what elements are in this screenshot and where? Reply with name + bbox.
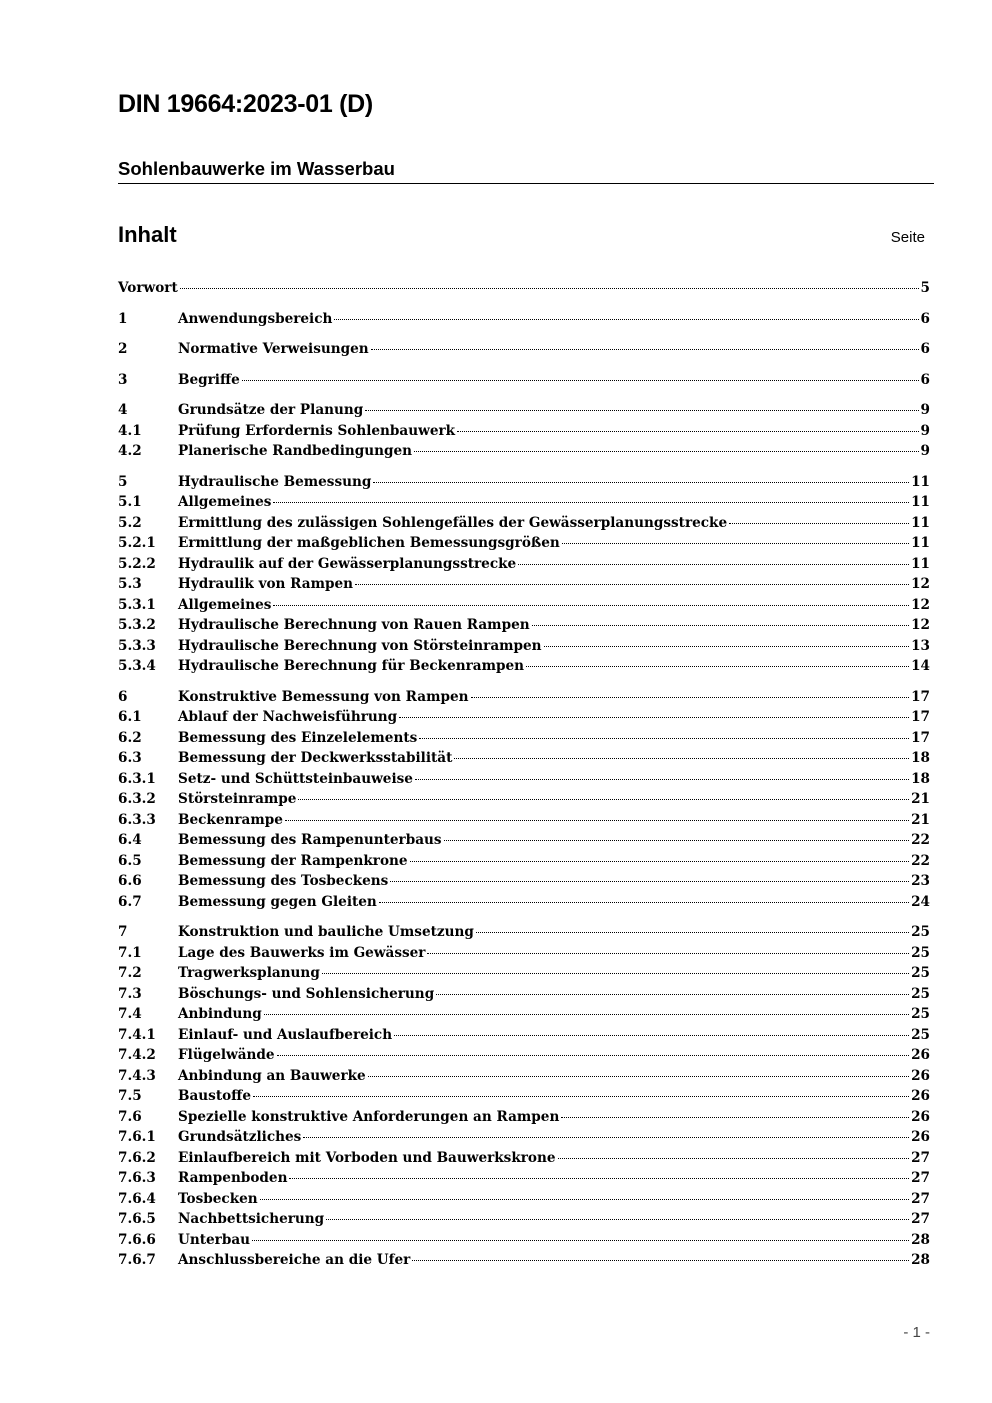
toc-entry-title: Bemessung der Deckwerksstabilität xyxy=(178,750,453,766)
toc-entry-page: 18 xyxy=(911,770,930,787)
toc-dot-leader xyxy=(427,952,909,954)
toc-entry-page: 25 xyxy=(911,1006,930,1022)
toc-entry-page: 12 xyxy=(911,617,930,633)
toc-dot-leader xyxy=(399,716,909,718)
toc-dot-leader xyxy=(414,450,918,452)
toc-entry-number: 7.2 xyxy=(118,965,142,981)
toc-entry-page: 25 xyxy=(911,944,930,961)
toc-entry[interactable] xyxy=(118,1250,930,1271)
toc-dot-leader xyxy=(390,880,909,882)
toc-dot-leader xyxy=(419,737,909,739)
toc-entry-title: Anbindung xyxy=(178,1006,262,1022)
toc-dot-leader xyxy=(394,1034,909,1036)
toc-entry-page: 12 xyxy=(911,576,930,592)
toc-entry-title: Beckenrampe xyxy=(178,811,283,828)
toc-dot-leader xyxy=(273,501,909,503)
toc-entry[interactable] xyxy=(118,728,930,749)
toc-dot-leader xyxy=(561,1116,909,1118)
toc-entry-number: 2 xyxy=(118,341,128,357)
toc-entry-number: 6.3.1 xyxy=(118,770,156,787)
toc-dot-leader xyxy=(526,665,909,667)
toc-entry-title: Bemessung des Tosbeckens xyxy=(178,873,389,889)
table-of-contents xyxy=(118,278,930,1271)
toc-entry-title: Ablauf der Nachweisführung xyxy=(178,709,398,725)
toc-entry-number: 7.4.1 xyxy=(118,1026,156,1043)
toc-entry-title: Grundsätzliches xyxy=(178,1129,302,1145)
toc-entry-title: Begriffe xyxy=(178,371,240,388)
toc-entry-page: 25 xyxy=(911,965,930,981)
toc-entry-page: 6 xyxy=(920,341,930,357)
toc-entry[interactable] xyxy=(118,1127,930,1148)
toc-entry[interactable] xyxy=(118,309,930,330)
toc-dot-leader xyxy=(334,318,918,320)
toc-entry[interactable] xyxy=(118,492,930,513)
toc-entry-number: 6 xyxy=(118,688,128,705)
toc-entry-title: Flügelwände xyxy=(178,1047,275,1063)
toc-entry[interactable] xyxy=(118,615,930,636)
toc-entry-number: 7.6.6 xyxy=(118,1231,156,1248)
document-title: DIN 19664:2023-01 (D) xyxy=(118,90,373,118)
toc-entry-title: Rampenboden xyxy=(178,1170,288,1186)
toc-entry[interactable] xyxy=(118,1230,930,1251)
toc-dot-leader xyxy=(289,1177,909,1179)
toc-entry-number: 7.4.2 xyxy=(118,1047,156,1063)
toc-dot-leader xyxy=(373,481,909,483)
toc-entry-title: Konstruktion und bauliche Umsetzung xyxy=(178,924,474,940)
toc-entry-number: 5.3.4 xyxy=(118,658,156,674)
toc-entry-title: Bemessung des Einzelelements xyxy=(178,729,418,746)
toc-dot-leader xyxy=(365,409,918,411)
toc-entry[interactable] xyxy=(118,1189,930,1210)
toc-dot-leader xyxy=(253,1095,909,1097)
toc-entry[interactable] xyxy=(118,687,930,708)
toc-entry[interactable] xyxy=(118,278,930,299)
toc-entry-title: Anwendungsbereich xyxy=(178,310,333,327)
toc-dot-leader xyxy=(544,645,910,647)
toc-entry-title: Unterbau xyxy=(178,1231,251,1248)
toc-dot-leader xyxy=(412,1259,909,1261)
toc-entry-number: 7.6.2 xyxy=(118,1149,156,1166)
toc-entry[interactable] xyxy=(118,748,930,769)
toc-entry-page: 26 xyxy=(911,1088,930,1104)
toc-dot-leader xyxy=(410,860,910,862)
page-number: - 1 - xyxy=(903,1324,930,1341)
toc-dot-leader xyxy=(260,1198,909,1200)
toc-entry-page: 26 xyxy=(911,1108,930,1125)
toc-entry-title: Anbindung an Bauwerke xyxy=(178,1067,366,1084)
toc-entry-page: 22 xyxy=(911,832,930,848)
toc-dot-leader xyxy=(471,696,910,698)
toc-entry-page: 6 xyxy=(920,371,930,388)
toc-entry[interactable] xyxy=(118,830,930,851)
toc-entry-title: Hydraulik auf der Gewässerplanungsstrecke xyxy=(178,555,517,572)
toc-dot-leader xyxy=(180,287,919,289)
toc-entry-page: 22 xyxy=(911,852,930,869)
toc-entry-title: Störsteinrampe xyxy=(178,791,297,807)
toc-entry-page: 28 xyxy=(911,1231,930,1248)
toc-entry[interactable] xyxy=(118,922,930,943)
toc-entry-page: 14 xyxy=(911,658,930,674)
toc-entry[interactable] xyxy=(118,789,930,810)
toc-entry-title: Grundsätze der Planung xyxy=(178,402,364,418)
toc-entry[interactable] xyxy=(118,595,930,616)
toc-entry-title: Bemessung der Rampenkrone xyxy=(178,852,408,869)
toc-entry-number: 3 xyxy=(118,371,128,388)
toc-entry-number: 7.5 xyxy=(118,1088,142,1104)
toc-dot-leader xyxy=(729,522,909,524)
toc-entry-number: 7.6.3 xyxy=(118,1170,156,1186)
toc-entry-number: 6.3.3 xyxy=(118,811,156,828)
toc-entry-number: 6.3 xyxy=(118,750,142,766)
toc-entry-title: Vorwort xyxy=(118,280,178,296)
toc-dot-leader xyxy=(436,993,909,995)
toc-entry-title: Tragwerksplanung xyxy=(178,965,320,981)
toc-entry[interactable] xyxy=(118,963,930,984)
toc-entry[interactable] xyxy=(118,1168,930,1189)
toc-entry[interactable] xyxy=(118,656,930,677)
toc-entry-title: Anschlussbereiche an die Ufer xyxy=(178,1252,411,1268)
toc-dot-leader xyxy=(454,757,909,759)
toc-entry[interactable] xyxy=(118,574,930,595)
toc-entry[interactable] xyxy=(118,810,930,831)
toc-entry-page: 21 xyxy=(911,811,930,828)
toc-entry-page: 27 xyxy=(911,1190,930,1207)
page-column-label: Seite xyxy=(890,229,925,246)
toc-dot-leader xyxy=(322,972,909,974)
toc-entry-title: Hydraulische Berechnung für Beckenrampen xyxy=(178,658,525,674)
toc-entry-number: 7.6.7 xyxy=(118,1252,156,1268)
toc-entry[interactable] xyxy=(118,1004,930,1025)
toc-entry[interactable] xyxy=(118,943,930,964)
toc-entry[interactable] xyxy=(118,1086,930,1107)
toc-entry-number: 6.2 xyxy=(118,729,142,746)
toc-entry-number: 5.2.1 xyxy=(118,535,156,551)
toc-dot-leader xyxy=(355,583,909,585)
toc-entry-title: Hydraulik von Rampen xyxy=(178,576,353,592)
toc-entry-page: 9 xyxy=(920,422,930,439)
toc-entry-page: 18 xyxy=(911,750,930,766)
toc-entry-number: 7 xyxy=(118,924,128,940)
toc-entry[interactable] xyxy=(118,441,930,462)
toc-entry[interactable] xyxy=(118,1045,930,1066)
toc-entry-page: 13 xyxy=(911,637,930,654)
toc-entry-title: Bemessung gegen Gleiten xyxy=(178,893,377,910)
toc-entry-title: Normative Verweisungen xyxy=(178,341,369,357)
toc-entry-page: 24 xyxy=(911,893,930,910)
toc-entry-title: Tosbecken xyxy=(178,1190,258,1207)
toc-entry-page: 11 xyxy=(911,535,930,551)
toc-entry[interactable] xyxy=(118,892,930,913)
toc-entry-title: Ermittlung des zulässigen Sohlengefälles der Gewässerplanungsstrecke xyxy=(178,514,728,531)
toc-entry-title: Baustoffe xyxy=(178,1088,251,1104)
toc-entry[interactable] xyxy=(118,851,930,872)
toc-entry-number: 7.4 xyxy=(118,1006,142,1022)
toc-entry-page: 11 xyxy=(911,473,930,490)
toc-entry-page: 12 xyxy=(911,596,930,613)
toc-entry-title: Hydraulische Bemessung xyxy=(178,473,372,490)
toc-entry-number: 4 xyxy=(118,402,128,418)
toc-entry-title: Planerische Randbedingungen xyxy=(178,443,413,459)
toc-dot-leader xyxy=(298,798,909,800)
toc-dot-leader xyxy=(562,542,909,544)
toc-entry-page: 6 xyxy=(920,310,930,327)
toc-entry-title: Konstruktive Bemessung von Rampen xyxy=(178,688,469,705)
toc-dot-leader xyxy=(264,1013,909,1015)
toc-entry-title: Ermittlung der maßgeblichen Bemessungsgrößen xyxy=(178,535,560,551)
toc-entry-number: 6.1 xyxy=(118,709,142,725)
toc-entry-number: 5.3.3 xyxy=(118,637,156,654)
toc-entry-page: 26 xyxy=(911,1067,930,1084)
toc-entry-number: 5.2.2 xyxy=(118,555,156,572)
toc-dot-leader xyxy=(368,1075,909,1077)
toc-entry-number: 7.6 xyxy=(118,1108,142,1125)
toc-entry[interactable] xyxy=(118,472,930,493)
toc-entry-title: Lage des Bauwerks im Gewässer xyxy=(178,944,426,961)
toc-entry-page: 17 xyxy=(911,709,930,725)
toc-entry[interactable] xyxy=(118,1066,930,1087)
toc-entry-number: 7.3 xyxy=(118,985,142,1002)
toc-entry-number: 6.4 xyxy=(118,832,142,848)
toc-entry-number: 6.5 xyxy=(118,852,142,869)
toc-entry-number: 6.6 xyxy=(118,873,142,889)
toc-entry[interactable] xyxy=(118,984,930,1005)
toc-entry[interactable] xyxy=(118,400,930,421)
toc-dot-leader xyxy=(415,778,909,780)
toc-entry-title: Einlauf- und Auslaufbereich xyxy=(178,1026,393,1043)
toc-entry-page: 17 xyxy=(911,729,930,746)
toc-entry-title: Hydraulische Berechnung von Rauen Rampen xyxy=(178,617,530,633)
toc-entry[interactable] xyxy=(118,1025,930,1046)
document-subtitle: Sohlenbauwerke im Wasserbau xyxy=(118,158,934,184)
toc-entry-page: 27 xyxy=(911,1170,930,1186)
toc-entry-title: Nachbettsicherung xyxy=(178,1211,325,1227)
toc-entry[interactable] xyxy=(118,871,930,892)
toc-dot-leader xyxy=(558,1157,910,1159)
toc-entry-page: 27 xyxy=(911,1149,930,1166)
toc-entry-title: Böschungs- und Sohlensicherung xyxy=(178,985,435,1002)
toc-entry-title: Allgemeines xyxy=(178,494,272,510)
toc-entry-number: 1 xyxy=(118,310,128,327)
toc-entry-page: 11 xyxy=(911,494,930,510)
toc-entry-number: 4.2 xyxy=(118,443,142,459)
toc-entry[interactable] xyxy=(118,339,930,360)
toc-entry-number: 5 xyxy=(118,473,128,490)
toc-entry-number: 6.3.2 xyxy=(118,791,156,807)
toc-dot-leader xyxy=(273,604,909,606)
toc-entry-title: Setz- und Schüttsteinbauweise xyxy=(178,770,413,787)
toc-entry-page: 11 xyxy=(911,555,930,572)
toc-dot-leader xyxy=(457,430,918,432)
toc-entry[interactable] xyxy=(118,554,930,575)
toc-entry[interactable] xyxy=(118,421,930,442)
toc-entry-number: 6.7 xyxy=(118,893,142,910)
toc-heading: Inhalt xyxy=(118,222,177,247)
toc-dot-leader xyxy=(326,1218,909,1220)
toc-entry-page: 25 xyxy=(911,924,930,940)
toc-entry-page: 21 xyxy=(911,791,930,807)
toc-dot-leader xyxy=(252,1239,909,1241)
toc-entry-page: 9 xyxy=(920,402,930,418)
toc-entry-number: 7.4.3 xyxy=(118,1067,156,1084)
toc-dot-leader xyxy=(371,348,919,350)
toc-dot-leader xyxy=(285,819,909,821)
toc-entry-number: 7.1 xyxy=(118,944,142,961)
toc-entry-number: 5.3.1 xyxy=(118,596,156,613)
toc-entry-number: 5.1 xyxy=(118,494,142,510)
toc-entry[interactable] xyxy=(118,370,930,391)
toc-entry-page: 25 xyxy=(911,985,930,1002)
toc-entry-page: 9 xyxy=(920,443,930,459)
toc-entry-page: 27 xyxy=(911,1211,930,1227)
toc-dot-leader xyxy=(518,563,909,565)
toc-entry-page: 23 xyxy=(911,873,930,889)
toc-dot-leader xyxy=(444,839,910,841)
toc-dot-leader xyxy=(532,624,909,626)
toc-entry[interactable] xyxy=(118,636,930,657)
toc-entry-number: 5.2 xyxy=(118,514,142,531)
toc-entry-number: 7.6.1 xyxy=(118,1129,156,1145)
toc-entry-page: 11 xyxy=(911,514,930,531)
toc-entry-number: 7.6.5 xyxy=(118,1211,156,1227)
toc-entry-title: Bemessung des Rampenunterbaus xyxy=(178,832,442,848)
toc-dot-leader xyxy=(242,379,919,381)
toc-entry-page: 5 xyxy=(920,280,930,296)
toc-entry[interactable] xyxy=(118,1107,930,1128)
toc-entry-number: 4.1 xyxy=(118,422,142,439)
toc-dot-leader xyxy=(476,931,909,933)
toc-dot-leader xyxy=(277,1054,910,1056)
toc-entry[interactable] xyxy=(118,707,930,728)
toc-entry-title: Spezielle konstruktive Anforderungen an Rampen xyxy=(178,1108,560,1125)
toc-entry-page: 26 xyxy=(911,1129,930,1145)
toc-dot-leader xyxy=(303,1136,909,1138)
toc-entry-page: 25 xyxy=(911,1026,930,1043)
toc-entry-number: 7.6.4 xyxy=(118,1190,156,1207)
toc-entry-title: Hydraulische Berechnung von Störsteinrampen xyxy=(178,637,542,654)
toc-entry[interactable] xyxy=(118,1148,930,1169)
toc-dot-leader xyxy=(379,901,909,903)
toc-entry-page: 26 xyxy=(911,1047,930,1063)
toc-entry[interactable] xyxy=(118,513,930,534)
toc-entry-title: Prüfung Erfordernis Sohlenbauwerk xyxy=(178,422,456,439)
toc-entry-page: 28 xyxy=(911,1252,930,1268)
toc-entry[interactable] xyxy=(118,533,930,554)
toc-entry-number: 5.3.2 xyxy=(118,617,156,633)
toc-entry-title: Einlaufbereich mit Vorboden und Bauwerkskrone xyxy=(178,1149,556,1166)
toc-entry-number: 5.3 xyxy=(118,576,142,592)
toc-entry-page: 17 xyxy=(911,688,930,705)
toc-entry[interactable] xyxy=(118,1209,930,1230)
toc-entry-title: Allgemeines xyxy=(178,596,272,613)
toc-entry[interactable] xyxy=(118,769,930,790)
